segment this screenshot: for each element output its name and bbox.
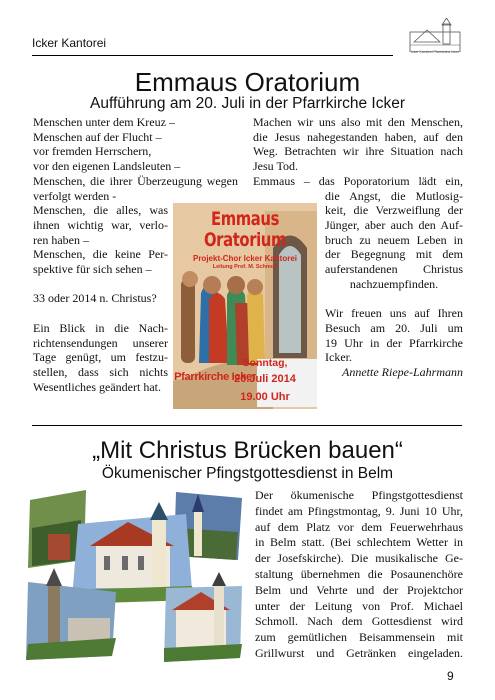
logo-text: Icker Kantorei Pfarrkirche Icker xyxy=(410,50,460,54)
text-line: die Jesus nahegestanden haben, auf den xyxy=(253,129,463,144)
text-line: Weg. Betrachten wir ihre Situation nach xyxy=(253,144,463,159)
text-line: vor fremden Herrschern, xyxy=(33,144,152,159)
kantorei-logo xyxy=(409,18,461,62)
text-line: die Angst, die Mutlosig- xyxy=(325,188,463,203)
text-line: Emmaus – das Poporatorium lädt ein, xyxy=(253,173,463,188)
running-header: Icker Kantorei xyxy=(32,36,107,50)
article-title: „Mit Christus Brücken bauen“ xyxy=(92,437,403,464)
text-line: Icker. xyxy=(325,350,352,365)
text-line: auferstandenen Christus xyxy=(325,262,463,277)
collage-image xyxy=(26,488,244,664)
text-line: staltung übernehmen die Posaunenchöre xyxy=(255,566,463,581)
text-line: Schmoll. Nach dem Gottesdienst wird xyxy=(255,614,463,629)
text-line: stellen, dass sich nichts xyxy=(33,364,168,379)
page-number: 9 xyxy=(447,669,454,683)
author-signature: Annette Riepe-Lahrmann xyxy=(342,364,463,379)
text-line: Machen wir uns also mit den Menschen, xyxy=(253,115,463,129)
article-right-column-narrow xyxy=(325,189,463,380)
section-divider xyxy=(32,425,462,426)
poster-leader: Leitung Prof. M. Schmoll xyxy=(212,264,278,270)
text-line: ren haben – xyxy=(33,232,89,247)
article-subtitle: Aufführung am 20. Juli in der Pfarrkirche Icker xyxy=(89,95,406,112)
text-line: Menschen auf der Flucht – xyxy=(33,129,162,144)
text-line: Menschen, die keine Per- xyxy=(33,247,168,262)
text-line: Besuch am 20. Juli um xyxy=(325,320,463,335)
text-line: der Josefskirche). Die musikalische Ge- xyxy=(255,551,463,566)
text-line: Ein Blick in die Nach- xyxy=(33,320,168,335)
text-line: in Belm statt. (Bei schlechtem Wetter in xyxy=(255,535,463,550)
text-line: 33 oder 2014 n. Christus? xyxy=(33,291,157,306)
text-line: richtensendungen unserer xyxy=(33,335,168,350)
article-body xyxy=(255,488,463,662)
text-line: Wir freuen uns auf Ihren xyxy=(325,306,463,321)
text-line: Menschen, die alles, was xyxy=(33,203,168,218)
text-line: vor den eigenen Landsleuten – xyxy=(33,159,181,174)
article-subtitle: Ökumenischer Pfingstgottesdienst in Belm xyxy=(101,465,394,482)
text-line: auf dem Platz vor dem Feuerwehrhaus xyxy=(255,519,463,534)
text-line: verfolgt werden - xyxy=(33,188,117,203)
text-line: nachzuempfinden. xyxy=(349,276,439,291)
text-line: der Begegnung mit dem xyxy=(325,247,463,262)
text-line: zum gemütlichen Beisammensein mit xyxy=(255,630,463,645)
text-line: Wesentliches geändert hat. xyxy=(33,379,161,394)
text-line: spektive für sich sehen – xyxy=(33,262,152,277)
text-line: Menschen, die ihrer Überzeugung wegen xyxy=(33,173,238,188)
poster-choir: Projekt-Chor Icker Kantorei xyxy=(192,254,298,263)
text-line: ihnen wichtig war, verlo- xyxy=(33,217,168,232)
article-title: Emmaus Oratorium xyxy=(134,67,361,97)
text-line: unter der Leitung von Prof. Michael xyxy=(255,598,463,613)
text-line: Jesu Tod. xyxy=(253,159,298,174)
paragraph-gap xyxy=(325,291,463,306)
poster-place: Pfarrkirche Icker xyxy=(174,371,256,383)
concert-poster xyxy=(173,203,317,409)
poster-title: Emmaus Oratorium xyxy=(203,208,287,251)
text-line: keit, die Verzweiflung der xyxy=(325,203,463,218)
text-line: 19 Uhr in der Pfarrkirche xyxy=(325,335,463,350)
poster-day: Sonntag, xyxy=(242,357,288,369)
header-rule xyxy=(32,55,393,56)
text-line: findet am Pfingstmontag, 9. Juni 10 Uhr, xyxy=(255,503,463,518)
text-line: Der ökumenische Pfingstgottesdienst xyxy=(255,488,463,502)
article-right-column-top xyxy=(253,115,463,189)
church-photo-collage xyxy=(26,488,244,664)
church-logo-icon xyxy=(409,18,461,52)
text-line: Tage genügt, um festzu- xyxy=(33,350,168,365)
text-line: Jünger, aber auch den Auf- xyxy=(325,217,463,232)
poster-date: 20.Juli 2014 xyxy=(234,373,296,385)
poster-time: 19.00 Uhr xyxy=(240,391,290,403)
text-line: Menschen unter dem Kreuz – xyxy=(33,115,175,129)
text-line: bruch zu neuem Leben in xyxy=(325,232,463,247)
text-line: Grillwurst und Getränken eingeladen. xyxy=(255,645,463,660)
text-line: Belm und Vehrte und der Projektchor xyxy=(255,582,463,597)
